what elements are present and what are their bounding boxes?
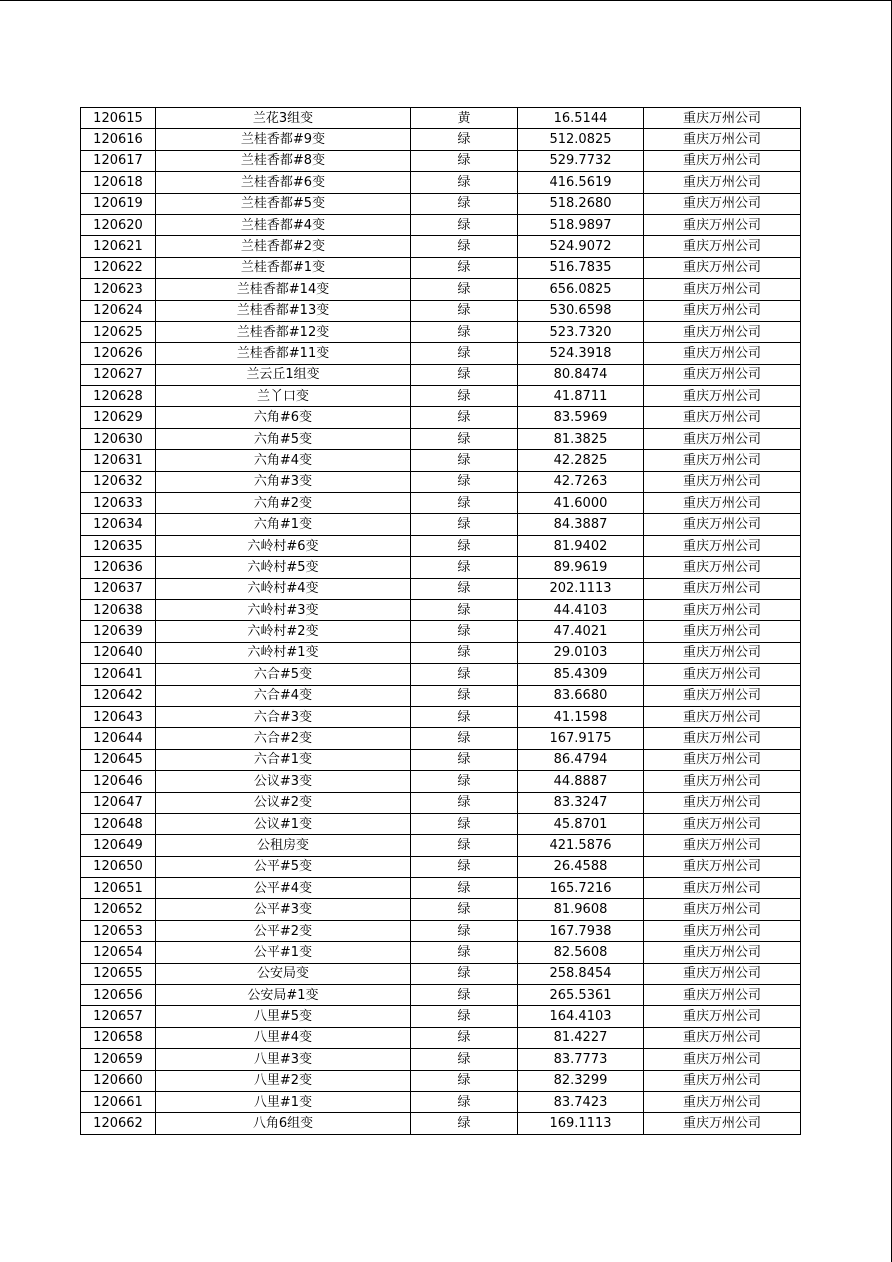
capacity-value-cell: 47.4021 xyxy=(518,621,644,642)
table-row xyxy=(81,685,801,706)
transformer-name-cell: 公议#1变 xyxy=(156,813,411,834)
transformer-name-cell: 兰桂香都#1变 xyxy=(156,257,411,278)
status-color-cell: 绿 xyxy=(411,664,518,685)
station-id-cell: 120622 xyxy=(81,257,156,278)
capacity-value-cell: 656.0825 xyxy=(518,279,644,300)
station-id-cell: 120644 xyxy=(81,728,156,749)
capacity-value-cell: 258.8454 xyxy=(518,963,644,984)
company-cell: 重庆万州公司 xyxy=(644,557,801,578)
station-id-cell: 120650 xyxy=(81,856,156,877)
company-cell: 重庆万州公司 xyxy=(644,728,801,749)
capacity-value-cell: 516.7835 xyxy=(518,257,644,278)
transformer-name-cell: 兰桂香都#2变 xyxy=(156,236,411,257)
company-cell: 重庆万州公司 xyxy=(644,1113,801,1134)
transformer-name-cell: 八里#2变 xyxy=(156,1070,411,1091)
capacity-value-cell: 202.1113 xyxy=(518,578,644,599)
status-color-cell: 绿 xyxy=(411,386,518,407)
transformer-name-cell: 六合#5变 xyxy=(156,664,411,685)
station-id-cell: 120624 xyxy=(81,300,156,321)
station-id-cell: 120628 xyxy=(81,386,156,407)
capacity-value-cell: 83.6680 xyxy=(518,685,644,706)
transformer-name-cell: 兰桂香都#14变 xyxy=(156,279,411,300)
transformer-name-cell: 公议#3变 xyxy=(156,771,411,792)
station-id-cell: 120619 xyxy=(81,193,156,214)
station-id-cell: 120635 xyxy=(81,535,156,556)
capacity-value-cell: 83.7773 xyxy=(518,1049,644,1070)
company-cell: 重庆万州公司 xyxy=(644,257,801,278)
transformer-name-cell: 六合#4变 xyxy=(156,685,411,706)
table-row xyxy=(81,1027,801,1048)
transformer-name-cell: 公平#4变 xyxy=(156,878,411,899)
table-row xyxy=(81,343,801,364)
capacity-value-cell: 530.6598 xyxy=(518,300,644,321)
company-cell: 重庆万州公司 xyxy=(644,321,801,342)
company-cell: 重庆万州公司 xyxy=(644,1049,801,1070)
station-id-cell: 120642 xyxy=(81,685,156,706)
transformer-name-cell: 公安局#1变 xyxy=(156,985,411,1006)
station-id-cell: 120645 xyxy=(81,749,156,770)
company-cell: 重庆万州公司 xyxy=(644,963,801,984)
transformer-name-cell: 兰桂香都#13变 xyxy=(156,300,411,321)
table-row xyxy=(81,257,801,278)
table-row xyxy=(81,1006,801,1027)
transformer-name-cell: 公平#1变 xyxy=(156,942,411,963)
station-id-cell: 120659 xyxy=(81,1049,156,1070)
status-color-cell: 绿 xyxy=(411,129,518,150)
transformer-name-cell: 公平#3变 xyxy=(156,899,411,920)
company-cell: 重庆万州公司 xyxy=(644,193,801,214)
table-row xyxy=(81,856,801,877)
company-cell: 重庆万州公司 xyxy=(644,749,801,770)
company-cell: 重庆万州公司 xyxy=(644,514,801,535)
transformer-name-cell: 兰云丘1组变 xyxy=(156,364,411,385)
table-row xyxy=(81,942,801,963)
capacity-value-cell: 44.8887 xyxy=(518,771,644,792)
station-id-cell: 120631 xyxy=(81,450,156,471)
capacity-value-cell: 81.9402 xyxy=(518,535,644,556)
capacity-value-cell: 523.7320 xyxy=(518,321,644,342)
status-color-cell: 绿 xyxy=(411,450,518,471)
company-cell: 重庆万州公司 xyxy=(644,856,801,877)
company-cell: 重庆万州公司 xyxy=(644,279,801,300)
capacity-value-cell: 26.4588 xyxy=(518,856,644,877)
transformer-name-cell: 六角#4变 xyxy=(156,450,411,471)
company-cell: 重庆万州公司 xyxy=(644,493,801,514)
transformer-name-cell: 公平#5变 xyxy=(156,856,411,877)
transformer-name-cell: 八里#4变 xyxy=(156,1027,411,1048)
transformer-name-cell: 八里#3变 xyxy=(156,1049,411,1070)
company-cell: 重庆万州公司 xyxy=(644,1091,801,1112)
status-color-cell: 绿 xyxy=(411,599,518,620)
station-id-cell: 120637 xyxy=(81,578,156,599)
station-id-cell: 120639 xyxy=(81,621,156,642)
table-row xyxy=(81,300,801,321)
status-color-cell: 绿 xyxy=(411,343,518,364)
transformer-name-cell: 兰桂香都#12变 xyxy=(156,321,411,342)
capacity-value-cell: 81.4227 xyxy=(518,1027,644,1048)
status-color-cell: 绿 xyxy=(411,856,518,877)
capacity-value-cell: 89.9619 xyxy=(518,557,644,578)
table-row xyxy=(81,364,801,385)
status-color-cell: 绿 xyxy=(411,236,518,257)
table-row xyxy=(81,878,801,899)
capacity-value-cell: 164.4103 xyxy=(518,1006,644,1027)
station-id-cell: 120626 xyxy=(81,343,156,364)
station-id-cell: 120623 xyxy=(81,279,156,300)
status-color-cell: 绿 xyxy=(411,878,518,899)
station-id-cell: 120653 xyxy=(81,920,156,941)
capacity-value-cell: 416.5619 xyxy=(518,172,644,193)
capacity-value-cell: 169.1113 xyxy=(518,1113,644,1134)
status-color-cell: 绿 xyxy=(411,685,518,706)
company-cell: 重庆万州公司 xyxy=(644,150,801,171)
transformer-name-cell: 六角#6变 xyxy=(156,407,411,428)
table-row xyxy=(81,771,801,792)
station-id-cell: 120615 xyxy=(81,108,156,129)
status-color-cell: 绿 xyxy=(411,706,518,727)
company-cell: 重庆万州公司 xyxy=(644,535,801,556)
status-color-cell: 绿 xyxy=(411,1006,518,1027)
status-color-cell: 绿 xyxy=(411,792,518,813)
capacity-value-cell: 265.5361 xyxy=(518,985,644,1006)
company-cell: 重庆万州公司 xyxy=(644,835,801,856)
transformer-name-cell: 六角#2变 xyxy=(156,493,411,514)
station-id-cell: 120621 xyxy=(81,236,156,257)
capacity-value-cell: 41.1598 xyxy=(518,706,644,727)
transformer-name-cell: 兰桂香都#6变 xyxy=(156,172,411,193)
transformer-name-cell: 六岭村#1变 xyxy=(156,642,411,663)
transformer-name-cell: 六合#2变 xyxy=(156,728,411,749)
table-row xyxy=(81,835,801,856)
status-color-cell: 绿 xyxy=(411,771,518,792)
station-id-cell: 120661 xyxy=(81,1091,156,1112)
table-row xyxy=(81,193,801,214)
station-id-cell: 120646 xyxy=(81,771,156,792)
table-row xyxy=(81,899,801,920)
company-cell: 重庆万州公司 xyxy=(644,108,801,129)
table-row xyxy=(81,108,801,129)
station-id-cell: 120654 xyxy=(81,942,156,963)
table-row xyxy=(81,621,801,642)
company-cell: 重庆万州公司 xyxy=(644,1006,801,1027)
table-row xyxy=(81,664,801,685)
status-color-cell: 绿 xyxy=(411,1091,518,1112)
table-row xyxy=(81,1049,801,1070)
table-row xyxy=(81,150,801,171)
transformer-name-cell: 六角#1变 xyxy=(156,514,411,535)
table-row xyxy=(81,985,801,1006)
status-color-cell: 绿 xyxy=(411,1070,518,1091)
status-color-cell: 绿 xyxy=(411,621,518,642)
table-row xyxy=(81,1070,801,1091)
status-color-cell: 绿 xyxy=(411,1113,518,1134)
table-row xyxy=(81,578,801,599)
transformer-name-cell: 六角#3变 xyxy=(156,471,411,492)
station-id-cell: 120641 xyxy=(81,664,156,685)
company-cell: 重庆万州公司 xyxy=(644,942,801,963)
company-cell: 重庆万州公司 xyxy=(644,407,801,428)
company-cell: 重庆万州公司 xyxy=(644,771,801,792)
station-id-cell: 120632 xyxy=(81,471,156,492)
capacity-value-cell: 83.5969 xyxy=(518,407,644,428)
company-cell: 重庆万州公司 xyxy=(644,471,801,492)
transformer-name-cell: 六岭村#6变 xyxy=(156,535,411,556)
capacity-value-cell: 512.0825 xyxy=(518,129,644,150)
capacity-value-cell: 41.6000 xyxy=(518,493,644,514)
capacity-value-cell: 82.3299 xyxy=(518,1070,644,1091)
table-row xyxy=(81,236,801,257)
capacity-value-cell: 41.8711 xyxy=(518,386,644,407)
company-cell: 重庆万州公司 xyxy=(644,813,801,834)
company-cell: 重庆万州公司 xyxy=(644,792,801,813)
company-cell: 重庆万州公司 xyxy=(644,706,801,727)
status-color-cell: 绿 xyxy=(411,172,518,193)
table-row xyxy=(81,493,801,514)
table-row xyxy=(81,279,801,300)
capacity-value-cell: 81.3825 xyxy=(518,428,644,449)
table-row xyxy=(81,450,801,471)
capacity-value-cell: 83.3247 xyxy=(518,792,644,813)
station-id-cell: 120655 xyxy=(81,963,156,984)
status-color-cell: 绿 xyxy=(411,428,518,449)
status-color-cell: 绿 xyxy=(411,514,518,535)
capacity-value-cell: 518.2680 xyxy=(518,193,644,214)
company-cell: 重庆万州公司 xyxy=(644,386,801,407)
company-cell: 重庆万州公司 xyxy=(644,642,801,663)
status-color-cell: 绿 xyxy=(411,300,518,321)
capacity-value-cell: 524.3918 xyxy=(518,343,644,364)
capacity-value-cell: 529.7732 xyxy=(518,150,644,171)
table-row xyxy=(81,749,801,770)
transformer-name-cell: 公租房变 xyxy=(156,835,411,856)
company-cell: 重庆万州公司 xyxy=(644,664,801,685)
company-cell: 重庆万州公司 xyxy=(644,300,801,321)
company-cell: 重庆万州公司 xyxy=(644,236,801,257)
table-row xyxy=(81,428,801,449)
status-color-cell: 绿 xyxy=(411,728,518,749)
status-color-cell: 绿 xyxy=(411,150,518,171)
transformer-name-cell: 六合#1变 xyxy=(156,749,411,770)
capacity-value-cell: 84.3887 xyxy=(518,514,644,535)
table-row xyxy=(81,706,801,727)
table-row xyxy=(81,172,801,193)
transformer-table xyxy=(80,107,801,1135)
transformer-name-cell: 六岭村#5变 xyxy=(156,557,411,578)
capacity-value-cell: 16.5144 xyxy=(518,108,644,129)
table-row xyxy=(81,920,801,941)
company-cell: 重庆万州公司 xyxy=(644,214,801,235)
station-id-cell: 120618 xyxy=(81,172,156,193)
capacity-value-cell: 524.9072 xyxy=(518,236,644,257)
company-cell: 重庆万州公司 xyxy=(644,428,801,449)
capacity-value-cell: 45.8701 xyxy=(518,813,644,834)
capacity-value-cell: 518.9897 xyxy=(518,214,644,235)
capacity-value-cell: 165.7216 xyxy=(518,878,644,899)
status-color-cell: 绿 xyxy=(411,321,518,342)
station-id-cell: 120625 xyxy=(81,321,156,342)
table-body xyxy=(81,108,801,1135)
status-color-cell: 绿 xyxy=(411,257,518,278)
capacity-value-cell: 167.9175 xyxy=(518,728,644,749)
transformer-name-cell: 兰桂香都#8变 xyxy=(156,150,411,171)
table-row xyxy=(81,1113,801,1134)
transformer-name-cell: 兰花3组变 xyxy=(156,108,411,129)
table-row xyxy=(81,813,801,834)
capacity-value-cell: 81.9608 xyxy=(518,899,644,920)
status-color-cell: 绿 xyxy=(411,578,518,599)
company-cell: 重庆万州公司 xyxy=(644,172,801,193)
transformer-name-cell: 六岭村#3变 xyxy=(156,599,411,620)
table-row xyxy=(81,1091,801,1112)
transformer-name-cell: 公平#2变 xyxy=(156,920,411,941)
transformer-name-cell: 公议#2变 xyxy=(156,792,411,813)
table-row xyxy=(81,599,801,620)
transformer-name-cell: 兰桂香都#9变 xyxy=(156,129,411,150)
station-id-cell: 120630 xyxy=(81,428,156,449)
capacity-value-cell: 85.4309 xyxy=(518,664,644,685)
station-id-cell: 120647 xyxy=(81,792,156,813)
station-id-cell: 120620 xyxy=(81,214,156,235)
transformer-name-cell: 兰丫口变 xyxy=(156,386,411,407)
status-color-cell: 绿 xyxy=(411,749,518,770)
transformer-name-cell: 六角#5变 xyxy=(156,428,411,449)
table-row xyxy=(81,728,801,749)
transformer-name-cell: 八里#1变 xyxy=(156,1091,411,1112)
table-row xyxy=(81,642,801,663)
capacity-value-cell: 83.7423 xyxy=(518,1091,644,1112)
transformer-name-cell: 八里#5变 xyxy=(156,1006,411,1027)
status-color-cell: 绿 xyxy=(411,920,518,941)
page-top-border xyxy=(0,0,892,1)
station-id-cell: 120640 xyxy=(81,642,156,663)
station-id-cell: 120656 xyxy=(81,985,156,1006)
station-id-cell: 120660 xyxy=(81,1070,156,1091)
status-color-cell: 黄 xyxy=(411,108,518,129)
transformer-name-cell: 六岭村#2变 xyxy=(156,621,411,642)
company-cell: 重庆万州公司 xyxy=(644,129,801,150)
status-color-cell: 绿 xyxy=(411,214,518,235)
company-cell: 重庆万州公司 xyxy=(644,1070,801,1091)
status-color-cell: 绿 xyxy=(411,279,518,300)
status-color-cell: 绿 xyxy=(411,535,518,556)
transformer-name-cell: 六合#3变 xyxy=(156,706,411,727)
status-color-cell: 绿 xyxy=(411,557,518,578)
capacity-value-cell: 86.4794 xyxy=(518,749,644,770)
station-id-cell: 120634 xyxy=(81,514,156,535)
station-id-cell: 120616 xyxy=(81,129,156,150)
company-cell: 重庆万州公司 xyxy=(644,920,801,941)
transformer-name-cell: 六岭村#4变 xyxy=(156,578,411,599)
table-row xyxy=(81,386,801,407)
transformer-name-cell: 兰桂香都#11变 xyxy=(156,343,411,364)
capacity-value-cell: 29.0103 xyxy=(518,642,644,663)
status-color-cell: 绿 xyxy=(411,642,518,663)
station-id-cell: 120633 xyxy=(81,493,156,514)
station-id-cell: 120662 xyxy=(81,1113,156,1134)
capacity-value-cell: 42.2825 xyxy=(518,450,644,471)
table-row xyxy=(81,471,801,492)
status-color-cell: 绿 xyxy=(411,813,518,834)
station-id-cell: 120636 xyxy=(81,557,156,578)
company-cell: 重庆万州公司 xyxy=(644,621,801,642)
company-cell: 重庆万州公司 xyxy=(644,985,801,1006)
station-id-cell: 120651 xyxy=(81,878,156,899)
table-row xyxy=(81,792,801,813)
station-id-cell: 120627 xyxy=(81,364,156,385)
status-color-cell: 绿 xyxy=(411,407,518,428)
status-color-cell: 绿 xyxy=(411,471,518,492)
company-cell: 重庆万州公司 xyxy=(644,599,801,620)
table-row xyxy=(81,214,801,235)
company-cell: 重庆万州公司 xyxy=(644,450,801,471)
status-color-cell: 绿 xyxy=(411,963,518,984)
table-row xyxy=(81,407,801,428)
status-color-cell: 绿 xyxy=(411,493,518,514)
station-id-cell: 120652 xyxy=(81,899,156,920)
table-row xyxy=(81,557,801,578)
status-color-cell: 绿 xyxy=(411,1027,518,1048)
station-id-cell: 120629 xyxy=(81,407,156,428)
station-id-cell: 120617 xyxy=(81,150,156,171)
transformer-name-cell: 八角6组变 xyxy=(156,1113,411,1134)
company-cell: 重庆万州公司 xyxy=(644,1027,801,1048)
capacity-value-cell: 167.7938 xyxy=(518,920,644,941)
company-cell: 重庆万州公司 xyxy=(644,878,801,899)
company-cell: 重庆万州公司 xyxy=(644,364,801,385)
status-color-cell: 绿 xyxy=(411,1049,518,1070)
status-color-cell: 绿 xyxy=(411,193,518,214)
status-color-cell: 绿 xyxy=(411,942,518,963)
status-color-cell: 绿 xyxy=(411,835,518,856)
table-row xyxy=(81,321,801,342)
capacity-value-cell: 44.4103 xyxy=(518,599,644,620)
station-id-cell: 120657 xyxy=(81,1006,156,1027)
capacity-value-cell: 421.5876 xyxy=(518,835,644,856)
capacity-value-cell: 82.5608 xyxy=(518,942,644,963)
station-id-cell: 120649 xyxy=(81,835,156,856)
status-color-cell: 绿 xyxy=(411,364,518,385)
company-cell: 重庆万州公司 xyxy=(644,899,801,920)
station-id-cell: 120638 xyxy=(81,599,156,620)
company-cell: 重庆万州公司 xyxy=(644,578,801,599)
status-color-cell: 绿 xyxy=(411,985,518,1006)
station-id-cell: 120643 xyxy=(81,706,156,727)
station-id-cell: 120648 xyxy=(81,813,156,834)
station-id-cell: 120658 xyxy=(81,1027,156,1048)
capacity-value-cell: 42.7263 xyxy=(518,471,644,492)
transformer-name-cell: 兰桂香都#4变 xyxy=(156,214,411,235)
table-row xyxy=(81,963,801,984)
table-row xyxy=(81,129,801,150)
company-cell: 重庆万州公司 xyxy=(644,685,801,706)
company-cell: 重庆万州公司 xyxy=(644,343,801,364)
transformer-name-cell: 兰桂香都#5变 xyxy=(156,193,411,214)
table-row xyxy=(81,514,801,535)
transformer-name-cell: 公安局变 xyxy=(156,963,411,984)
status-color-cell: 绿 xyxy=(411,899,518,920)
table-row xyxy=(81,535,801,556)
capacity-value-cell: 80.8474 xyxy=(518,364,644,385)
